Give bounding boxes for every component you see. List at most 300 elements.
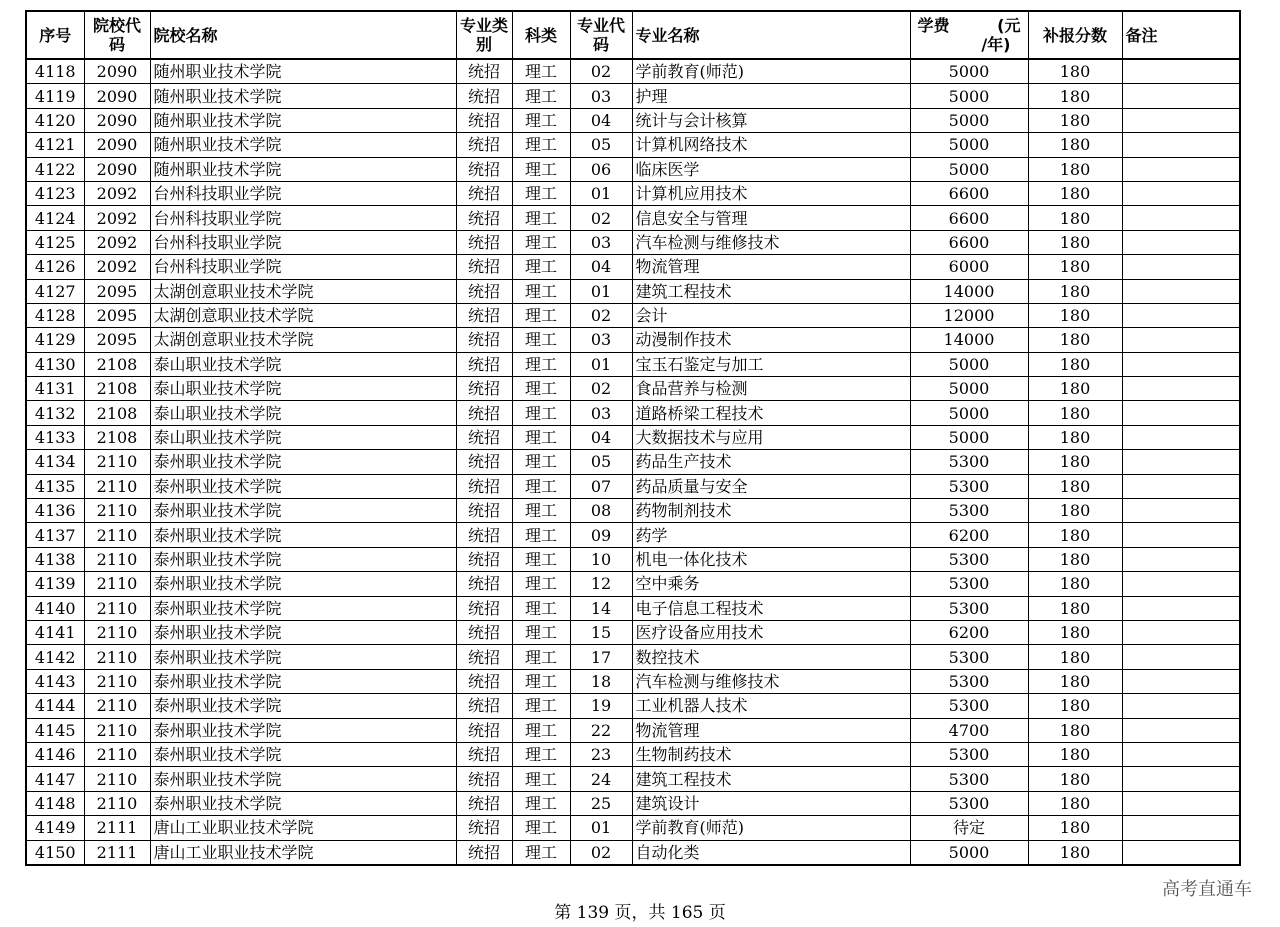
table-row (26, 157, 1240, 181)
cell-major-code: 22 (570, 718, 632, 742)
cell-school-code: 2110 (84, 450, 150, 474)
cell-subject: 理工 (512, 547, 570, 571)
cell-school-code: 2111 (84, 840, 150, 865)
cell-score: 180 (1028, 645, 1122, 669)
table-row (26, 401, 1240, 425)
cell-school-name: 泰州职业技术学院 (150, 596, 456, 620)
cell-remark (1122, 59, 1240, 84)
cell-major-name: 学前教育(师范) (632, 816, 910, 840)
cell-major-code: 06 (570, 157, 632, 181)
cell-seq: 4123 (26, 181, 84, 205)
cell-subject: 理工 (512, 255, 570, 279)
cell-score: 180 (1028, 742, 1122, 766)
cell-seq: 4148 (26, 791, 84, 815)
cell-fee: 5300 (910, 669, 1028, 693)
cell-major-code: 08 (570, 499, 632, 523)
cell-school-name: 泰州职业技术学院 (150, 645, 456, 669)
cell-school-name: 泰州职业技术学院 (150, 742, 456, 766)
cell-remark (1122, 84, 1240, 108)
cell-score: 180 (1028, 230, 1122, 254)
cell-major-name: 宝玉石鉴定与加工 (632, 352, 910, 376)
cell-major-type: 统招 (456, 255, 512, 279)
cell-major-name: 药物制剂技术 (632, 499, 910, 523)
cell-school-code: 2095 (84, 279, 150, 303)
cell-major-name: 电子信息工程技术 (632, 596, 910, 620)
header-fee-unit-open: (元 (997, 16, 1021, 35)
cell-major-code: 07 (570, 474, 632, 498)
cell-major-code: 01 (570, 279, 632, 303)
header-major-type: 专业类别 (456, 11, 512, 59)
table-row (26, 450, 1240, 474)
cell-remark (1122, 669, 1240, 693)
cell-fee: 5000 (910, 108, 1028, 132)
table-row (26, 523, 1240, 547)
cell-major-name: 汽车检测与维修技术 (632, 230, 910, 254)
cell-major-code: 17 (570, 645, 632, 669)
cell-major-type: 统招 (456, 620, 512, 644)
cell-major-type: 统招 (456, 669, 512, 693)
cell-school-code: 2110 (84, 791, 150, 815)
cell-school-code: 2092 (84, 230, 150, 254)
header-fee-label: 学费 (917, 16, 950, 35)
cell-major-type: 统招 (456, 108, 512, 132)
cell-remark (1122, 377, 1240, 401)
table-row (26, 694, 1240, 718)
table-row (26, 206, 1240, 230)
cell-school-code: 2090 (84, 157, 150, 181)
cell-major-code: 25 (570, 791, 632, 815)
cell-school-code: 2108 (84, 401, 150, 425)
cell-school-code: 2110 (84, 572, 150, 596)
cell-major-type: 统招 (456, 133, 512, 157)
cell-school-code: 2110 (84, 523, 150, 547)
cell-seq: 4142 (26, 645, 84, 669)
table-row (26, 620, 1240, 644)
cell-subject: 理工 (512, 181, 570, 205)
cell-school-code: 2090 (84, 59, 150, 84)
cell-remark (1122, 303, 1240, 327)
cell-remark (1122, 401, 1240, 425)
cell-fee: 12000 (910, 303, 1028, 327)
cell-fee: 5300 (910, 694, 1028, 718)
cell-major-type: 统招 (456, 352, 512, 376)
cell-major-name: 数控技术 (632, 645, 910, 669)
cell-school-name: 太湖创意职业技术学院 (150, 279, 456, 303)
cell-fee: 5300 (910, 499, 1028, 523)
cell-score: 180 (1028, 791, 1122, 815)
cell-subject: 理工 (512, 84, 570, 108)
cell-fee: 6000 (910, 255, 1028, 279)
cell-major-code: 24 (570, 767, 632, 791)
cell-major-type: 统招 (456, 450, 512, 474)
cell-fee: 5000 (910, 425, 1028, 449)
cell-subject: 理工 (512, 620, 570, 644)
cell-remark (1122, 791, 1240, 815)
cell-fee: 4700 (910, 718, 1028, 742)
cell-major-name: 动漫制作技术 (632, 328, 910, 352)
cell-major-name: 建筑工程技术 (632, 767, 910, 791)
table-row (26, 767, 1240, 791)
cell-school-code: 2111 (84, 816, 150, 840)
cell-seq: 4126 (26, 255, 84, 279)
cell-seq: 4131 (26, 377, 84, 401)
cell-remark (1122, 352, 1240, 376)
cell-major-type: 统招 (456, 84, 512, 108)
cell-school-name: 泰州职业技术学院 (150, 767, 456, 791)
cell-score: 180 (1028, 59, 1122, 84)
cell-major-name: 生物制药技术 (632, 742, 910, 766)
cell-major-name: 信息安全与管理 (632, 206, 910, 230)
cell-school-code: 2095 (84, 303, 150, 327)
cell-seq: 4135 (26, 474, 84, 498)
cell-seq: 4136 (26, 499, 84, 523)
cell-subject: 理工 (512, 840, 570, 865)
header-fee (910, 11, 1028, 59)
cell-score: 180 (1028, 401, 1122, 425)
cell-fee: 5300 (910, 767, 1028, 791)
cell-major-name: 建筑工程技术 (632, 279, 910, 303)
cell-subject: 理工 (512, 816, 570, 840)
cell-school-name: 随州职业技术学院 (150, 84, 456, 108)
cell-score: 180 (1028, 181, 1122, 205)
cell-school-name: 泰州职业技术学院 (150, 669, 456, 693)
cell-major-name: 物流管理 (632, 255, 910, 279)
cell-subject: 理工 (512, 377, 570, 401)
cell-school-name: 随州职业技术学院 (150, 59, 456, 84)
cell-fee: 5000 (910, 352, 1028, 376)
cell-school-name: 泰山职业技术学院 (150, 425, 456, 449)
cell-major-type: 统招 (456, 718, 512, 742)
cell-score: 180 (1028, 718, 1122, 742)
cell-major-name: 工业机器人技术 (632, 694, 910, 718)
cell-subject: 理工 (512, 352, 570, 376)
cell-major-code: 03 (570, 401, 632, 425)
cell-fee: 5000 (910, 133, 1028, 157)
cell-seq: 4128 (26, 303, 84, 327)
cell-seq: 4134 (26, 450, 84, 474)
cell-major-name: 计算机应用技术 (632, 181, 910, 205)
cell-seq: 4120 (26, 108, 84, 132)
cell-major-name: 自动化类 (632, 840, 910, 865)
cell-subject: 理工 (512, 742, 570, 766)
cell-seq: 4119 (26, 84, 84, 108)
cell-subject: 理工 (512, 303, 570, 327)
cell-major-name: 空中乘务 (632, 572, 910, 596)
cell-subject: 理工 (512, 450, 570, 474)
cell-score: 180 (1028, 474, 1122, 498)
table-row (26, 596, 1240, 620)
cell-score: 180 (1028, 816, 1122, 840)
table-row (26, 718, 1240, 742)
table-row (26, 572, 1240, 596)
cell-fee: 6600 (910, 230, 1028, 254)
cell-score: 180 (1028, 133, 1122, 157)
cell-seq: 4144 (26, 694, 84, 718)
cell-seq: 4139 (26, 572, 84, 596)
cell-major-code: 14 (570, 596, 632, 620)
cell-school-name: 随州职业技术学院 (150, 133, 456, 157)
admission-table (25, 10, 1241, 866)
cell-seq: 4121 (26, 133, 84, 157)
cell-remark (1122, 596, 1240, 620)
cell-remark (1122, 523, 1240, 547)
cell-subject: 理工 (512, 279, 570, 303)
cell-major-code: 03 (570, 328, 632, 352)
table-row (26, 279, 1240, 303)
cell-school-name: 泰州职业技术学院 (150, 523, 456, 547)
cell-subject: 理工 (512, 401, 570, 425)
cell-major-code: 03 (570, 230, 632, 254)
cell-score: 180 (1028, 499, 1122, 523)
cell-school-name: 台州科技职业学院 (150, 255, 456, 279)
cell-major-type: 统招 (456, 694, 512, 718)
cell-major-code: 02 (570, 303, 632, 327)
cell-major-type: 统招 (456, 377, 512, 401)
cell-school-name: 泰山职业技术学院 (150, 377, 456, 401)
cell-remark (1122, 499, 1240, 523)
table-row (26, 255, 1240, 279)
cell-seq: 4149 (26, 816, 84, 840)
cell-remark (1122, 328, 1240, 352)
cell-score: 180 (1028, 303, 1122, 327)
cell-major-code: 03 (570, 84, 632, 108)
cell-seq: 4147 (26, 767, 84, 791)
cell-major-type: 统招 (456, 523, 512, 547)
cell-school-name: 唐山工业职业技术学院 (150, 816, 456, 840)
cell-subject: 理工 (512, 767, 570, 791)
cell-major-name: 会计 (632, 303, 910, 327)
cell-school-name: 随州职业技术学院 (150, 157, 456, 181)
cell-major-code: 04 (570, 255, 632, 279)
header-seq: 序号 (26, 11, 84, 59)
cell-major-type: 统招 (456, 230, 512, 254)
cell-remark (1122, 157, 1240, 181)
cell-school-code: 2110 (84, 596, 150, 620)
cell-major-code: 10 (570, 547, 632, 571)
cell-school-code: 2110 (84, 474, 150, 498)
table-row (26, 84, 1240, 108)
cell-major-code: 04 (570, 108, 632, 132)
header-school-code: 院校代码 (84, 11, 150, 59)
page-footer: 第 139 页，共 165 页 (554, 903, 726, 923)
cell-major-name: 道路桥梁工程技术 (632, 401, 910, 425)
cell-score: 180 (1028, 523, 1122, 547)
cell-major-code: 19 (570, 694, 632, 718)
cell-major-name: 药品生产技术 (632, 450, 910, 474)
cell-school-name: 泰州职业技术学院 (150, 450, 456, 474)
cell-subject: 理工 (512, 474, 570, 498)
cell-remark (1122, 206, 1240, 230)
cell-score: 180 (1028, 84, 1122, 108)
table-header-row (26, 11, 1240, 59)
table-row (26, 669, 1240, 693)
cell-subject: 理工 (512, 669, 570, 693)
cell-major-type: 统招 (456, 279, 512, 303)
cell-major-code: 01 (570, 352, 632, 376)
cell-seq: 4122 (26, 157, 84, 181)
cell-subject: 理工 (512, 133, 570, 157)
cell-score: 180 (1028, 206, 1122, 230)
cell-seq: 4124 (26, 206, 84, 230)
cell-remark (1122, 108, 1240, 132)
cell-major-name: 药品质量与安全 (632, 474, 910, 498)
cell-major-type: 统招 (456, 401, 512, 425)
cell-major-type: 统招 (456, 645, 512, 669)
cell-remark (1122, 255, 1240, 279)
cell-school-code: 2110 (84, 499, 150, 523)
cell-school-name: 泰州职业技术学院 (150, 694, 456, 718)
cell-major-code: 01 (570, 181, 632, 205)
cell-major-name: 药学 (632, 523, 910, 547)
cell-fee: 14000 (910, 328, 1028, 352)
cell-remark (1122, 816, 1240, 840)
cell-remark (1122, 694, 1240, 718)
cell-score: 180 (1028, 352, 1122, 376)
cell-major-name: 计算机网络技术 (632, 133, 910, 157)
cell-major-type: 统招 (456, 816, 512, 840)
cell-fee: 5000 (910, 401, 1028, 425)
cell-major-type: 统招 (456, 572, 512, 596)
cell-remark (1122, 547, 1240, 571)
cell-fee: 5000 (910, 59, 1028, 84)
cell-score: 180 (1028, 108, 1122, 132)
cell-fee: 5000 (910, 157, 1028, 181)
cell-seq: 4132 (26, 401, 84, 425)
cell-seq: 4127 (26, 279, 84, 303)
cell-remark (1122, 742, 1240, 766)
cell-major-code: 02 (570, 59, 632, 84)
cell-remark (1122, 645, 1240, 669)
cell-school-code: 2108 (84, 377, 150, 401)
header-major-code: 专业代码 (570, 11, 632, 59)
table-row (26, 108, 1240, 132)
cell-school-code: 2095 (84, 328, 150, 352)
cell-subject: 理工 (512, 596, 570, 620)
cell-seq: 4133 (26, 425, 84, 449)
cell-remark (1122, 572, 1240, 596)
cell-seq: 4143 (26, 669, 84, 693)
cell-major-code: 18 (570, 669, 632, 693)
cell-subject: 理工 (512, 157, 570, 181)
cell-seq: 4125 (26, 230, 84, 254)
cell-school-name: 台州科技职业学院 (150, 181, 456, 205)
watermark: 高考直通车 (1162, 879, 1252, 900)
cell-school-code: 2108 (84, 352, 150, 376)
cell-major-name: 食品营养与检测 (632, 377, 910, 401)
cell-seq: 4140 (26, 596, 84, 620)
cell-subject: 理工 (512, 523, 570, 547)
cell-school-code: 2110 (84, 669, 150, 693)
table-row (26, 59, 1240, 84)
cell-subject: 理工 (512, 694, 570, 718)
cell-school-code: 2090 (84, 84, 150, 108)
cell-remark (1122, 718, 1240, 742)
cell-major-type: 统招 (456, 791, 512, 815)
cell-school-name: 泰州职业技术学院 (150, 791, 456, 815)
cell-major-name: 医疗设备应用技术 (632, 620, 910, 644)
cell-major-type: 统招 (456, 328, 512, 352)
cell-seq: 4137 (26, 523, 84, 547)
cell-score: 180 (1028, 547, 1122, 571)
cell-score: 180 (1028, 255, 1122, 279)
cell-school-code: 2110 (84, 645, 150, 669)
cell-fee: 5300 (910, 645, 1028, 669)
cell-major-type: 统招 (456, 742, 512, 766)
cell-remark (1122, 474, 1240, 498)
cell-major-type: 统招 (456, 425, 512, 449)
cell-school-name: 泰州职业技术学院 (150, 474, 456, 498)
cell-major-type: 统招 (456, 157, 512, 181)
cell-seq: 4129 (26, 328, 84, 352)
table-body (26, 59, 1240, 865)
cell-score: 180 (1028, 425, 1122, 449)
cell-score: 180 (1028, 669, 1122, 693)
cell-fee: 5000 (910, 377, 1028, 401)
cell-subject: 理工 (512, 328, 570, 352)
cell-school-code: 2110 (84, 694, 150, 718)
cell-score: 180 (1028, 157, 1122, 181)
cell-fee: 5300 (910, 450, 1028, 474)
cell-school-code: 2090 (84, 108, 150, 132)
cell-fee: 5300 (910, 474, 1028, 498)
table-row (26, 840, 1240, 865)
cell-school-name: 泰州职业技术学院 (150, 547, 456, 571)
cell-fee: 5000 (910, 84, 1028, 108)
cell-remark (1122, 450, 1240, 474)
table-row (26, 133, 1240, 157)
cell-school-code: 2108 (84, 425, 150, 449)
cell-score: 180 (1028, 450, 1122, 474)
cell-major-code: 02 (570, 840, 632, 865)
cell-school-code: 2092 (84, 181, 150, 205)
cell-school-code: 2110 (84, 767, 150, 791)
cell-remark (1122, 181, 1240, 205)
cell-school-name: 台州科技职业学院 (150, 230, 456, 254)
cell-school-name: 台州科技职业学院 (150, 206, 456, 230)
cell-score: 180 (1028, 328, 1122, 352)
cell-major-name: 建筑设计 (632, 791, 910, 815)
cell-remark (1122, 230, 1240, 254)
cell-major-name: 大数据技术与应用 (632, 425, 910, 449)
cell-major-type: 统招 (456, 840, 512, 865)
cell-major-name: 物流管理 (632, 718, 910, 742)
cell-major-name: 统计与会计核算 (632, 108, 910, 132)
cell-school-name: 太湖创意职业技术学院 (150, 328, 456, 352)
cell-fee: 5300 (910, 742, 1028, 766)
cell-major-name: 学前教育(师范) (632, 59, 910, 84)
cell-school-code: 2110 (84, 620, 150, 644)
cell-school-name: 泰州职业技术学院 (150, 718, 456, 742)
cell-seq: 4146 (26, 742, 84, 766)
table-row (26, 474, 1240, 498)
cell-subject: 理工 (512, 230, 570, 254)
table-row (26, 425, 1240, 449)
cell-subject: 理工 (512, 645, 570, 669)
cell-major-code: 01 (570, 816, 632, 840)
cell-school-code: 2092 (84, 206, 150, 230)
cell-school-code: 2110 (84, 742, 150, 766)
cell-school-name: 泰山职业技术学院 (150, 352, 456, 376)
cell-seq: 4118 (26, 59, 84, 84)
cell-subject: 理工 (512, 791, 570, 815)
cell-remark (1122, 425, 1240, 449)
table-row (26, 547, 1240, 571)
cell-remark (1122, 133, 1240, 157)
cell-major-name: 汽车检测与维修技术 (632, 669, 910, 693)
cell-major-name: 临床医学 (632, 157, 910, 181)
cell-major-type: 统招 (456, 181, 512, 205)
cell-score: 180 (1028, 596, 1122, 620)
